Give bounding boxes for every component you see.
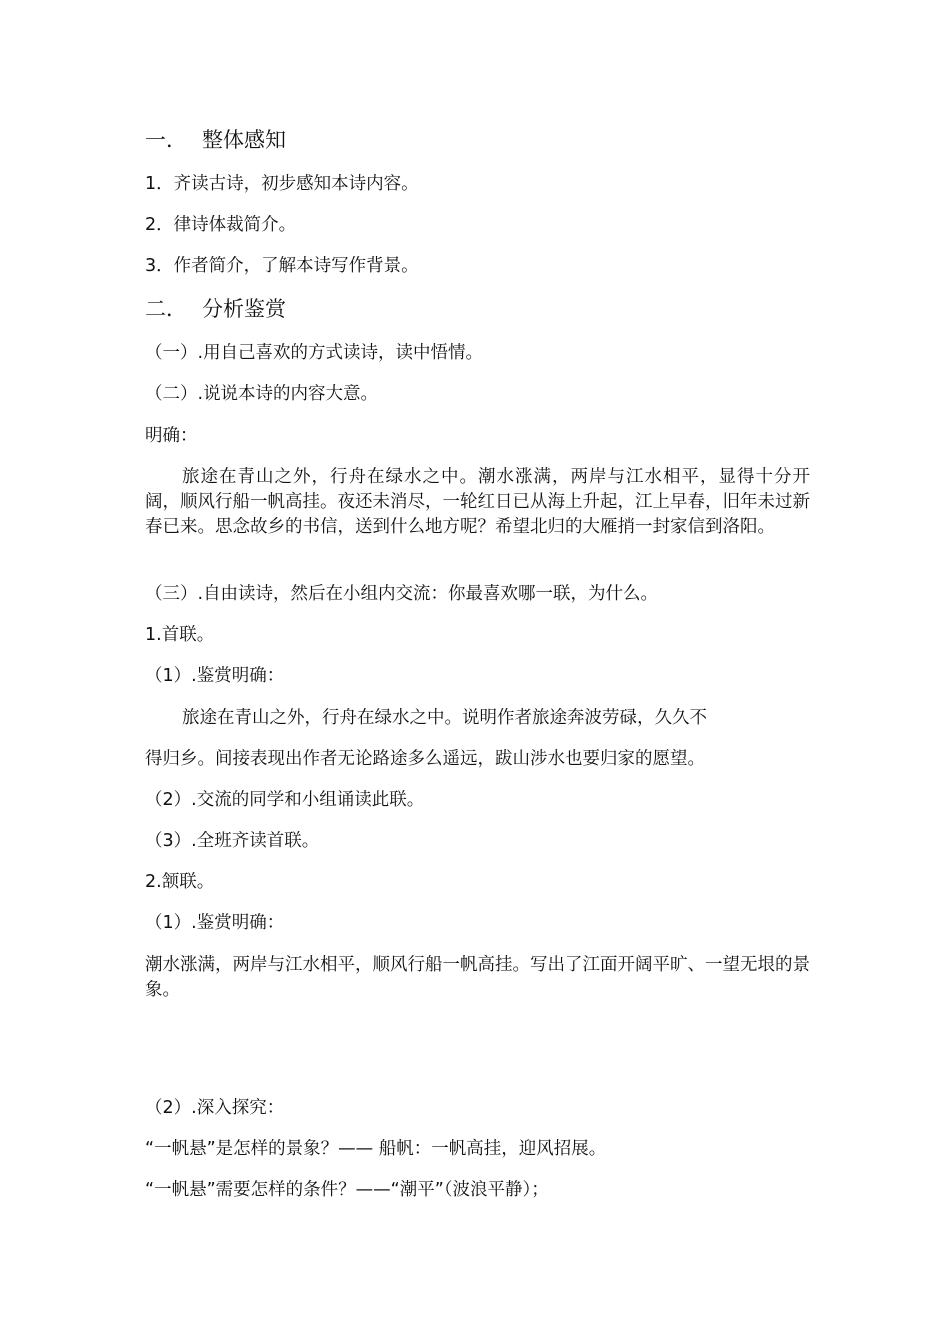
list-item: （2）.交流的同学和小组诵读此联。 — [145, 790, 425, 810]
paragraph-line: 得归乡。间接表现出作者无论路途多么遥远，跋山涉水也要归家的愿望。 — [145, 749, 705, 769]
section-heading-overall — [145, 126, 810, 154]
list-item: （3）.全班齐读首联。 — [145, 831, 320, 851]
list-item: 2．律诗体裁简介。 — [145, 215, 297, 235]
label-text: 明确： — [145, 426, 198, 446]
list-item: （2）.深入探究： — [145, 1098, 285, 1118]
list-item: （1）.鉴赏明确： — [145, 666, 285, 686]
paragraph: 旅途在青山之外，行舟在绿水之中。潮水涨满，两岸与江水相平，显得十分开阔，顺风行船一帆高挂。夜还未消尽，一轮红日已从海上升起，江上早春，旧年未过新春已来。思念故乡的书信，送到什么地方呢？希望北归的大雁捎一封家信到洛阳。 — [145, 467, 810, 537]
section-heading-analysis — [145, 295, 810, 323]
list-item: 1．齐读古诗，初步感知本诗内容。 — [145, 174, 419, 194]
section-number: 二． — [145, 297, 187, 321]
section-number: 一． — [145, 128, 187, 152]
paragraph: 潮水涨满，两岸与江水相平，顺风行船一帆高挂。写出了江面开阔平旷、一望无垠的景象。 — [145, 955, 810, 1000]
list-item: （二）.说说本诗的内容大意。 — [145, 384, 379, 404]
section-title: 整体感知 — [202, 128, 286, 152]
list-item: （1）.鉴赏明确： — [145, 913, 285, 933]
list-item: （三）.自由读诗，然后在小组内交流：你最喜欢哪一联，为什么。 — [145, 584, 659, 604]
paragraph-line: 旅途在青山之外，行舟在绿水之中。说明作者旅途奔波劳碌，久久不 — [182, 708, 707, 728]
list-item: 1.首联。 — [145, 625, 215, 645]
paragraph-line: “一帆悬”是怎样的景象？—— 船帆：一帆高挂，迎风招展。 — [145, 1139, 607, 1159]
section-title: 分析鉴赏 — [202, 297, 286, 321]
list-item: 2.颔联。 — [145, 872, 215, 892]
paragraph-line: “一帆悬”需要怎样的条件？——“潮平”（波浪平静）； — [145, 1180, 549, 1200]
list-item: 3．作者简介，了解本诗写作背景。 — [145, 256, 419, 276]
list-item: （一）.用自己喜欢的方式读诗，读中悟情。 — [145, 343, 484, 363]
